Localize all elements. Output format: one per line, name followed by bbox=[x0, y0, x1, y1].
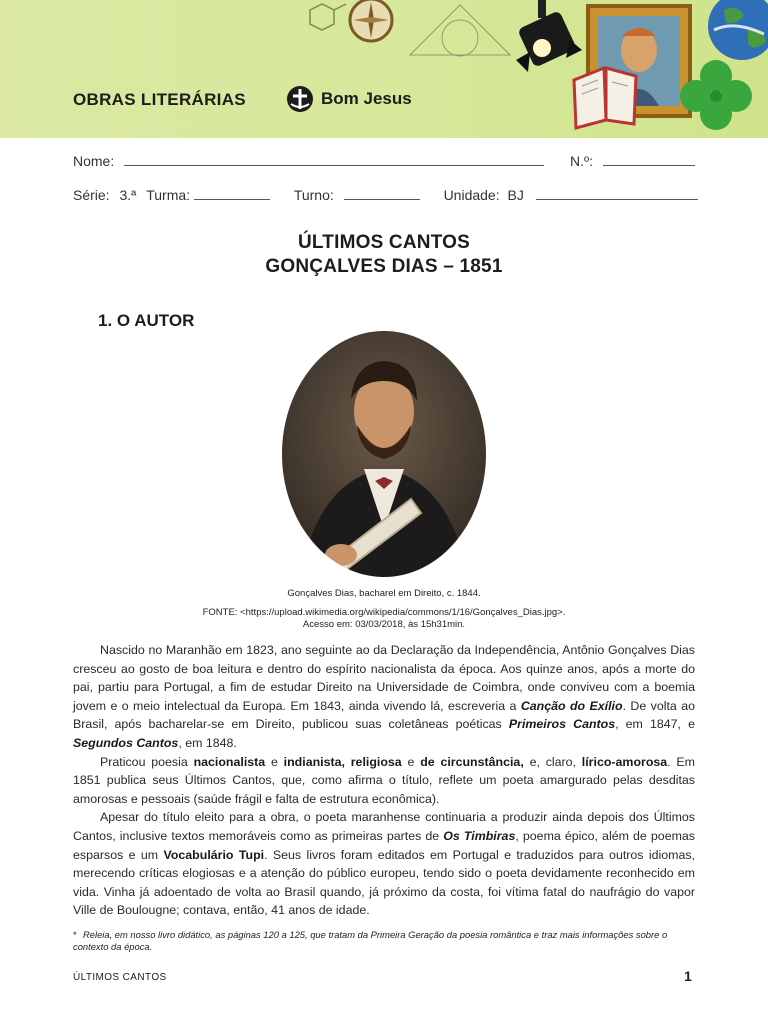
p2-text-e: e bbox=[401, 754, 421, 769]
footer-running-title: ÚLTIMOS CANTOS bbox=[73, 972, 167, 983]
body-text bbox=[73, 641, 695, 920]
form-row-class bbox=[73, 187, 698, 203]
page-number: 1 bbox=[684, 968, 692, 984]
author-portrait bbox=[279, 329, 489, 579]
brand-logo bbox=[285, 84, 412, 114]
bom-jesus-logo-icon bbox=[285, 84, 315, 114]
page-title: ÚLTIMOS CANTOS bbox=[297, 232, 471, 253]
p3-text-e: . Seus livros foram editados em Portugal e traduzidos para outros idiomas, merecendo críticas elogiosas e a atenção do público europeu, tendo sido o poeta devidamente reconhecido em vida. Vinha já adoentado de volta ao Brasil quando, já próximo da costa, foi vítima fatal do naufrágio do vapor Ville de Boulougne; contava, então, 41 anos de idade. bbox=[73, 847, 695, 918]
serie-value: 3.ª bbox=[119, 187, 137, 203]
p2-term-lirico: lírico-amorosa bbox=[581, 754, 668, 769]
p3-text-c: , poema épico, além de poemas esparsos e um bbox=[73, 828, 695, 862]
p2-term-circunstancia: de circunstância, bbox=[420, 754, 524, 769]
p2-text-i: . Em 1851 publica seus Últimos Cantos, que, como afirma o título, reflete um poeta amargurado pelas desditas amorosas e pessoais (saúde frágil e falta de estrutura econômica). bbox=[73, 754, 696, 806]
form-row-name bbox=[73, 153, 695, 169]
geometry-drawing-icon bbox=[400, 0, 520, 60]
turno-label: Turno: bbox=[293, 187, 334, 203]
unidade-field[interactable] bbox=[536, 187, 698, 200]
footnote-text: Releia, em nosso livro didático, as páginas 120 a 125, que tratam da Primeira Geração da poesia romântica e traz mais informações sobre o contexto da época. bbox=[73, 929, 668, 952]
p2-text-a: Praticou poesia bbox=[100, 754, 194, 769]
p2-term-indianista: indianista, religiosa bbox=[283, 754, 402, 769]
globe-icon bbox=[704, 0, 768, 70]
page-subtitle: GONÇALVES DIAS – 1851 bbox=[265, 256, 503, 277]
turma-field[interactable] bbox=[194, 187, 270, 200]
turno-field[interactable] bbox=[344, 187, 420, 200]
book-icon bbox=[570, 62, 640, 132]
p3-title-timbiras: Os Timbiras bbox=[443, 828, 516, 843]
p2-text-g: e, claro, bbox=[523, 754, 582, 769]
header-banner bbox=[0, 0, 768, 138]
figure-source: FONTE: <https://upload.wikimedia.org/wikipedia/commons/1/16/Gonçalves_Dias.jpg>. bbox=[202, 607, 566, 618]
nome-label: Nome: bbox=[73, 153, 115, 169]
section-heading-autor: 1. O AUTOR bbox=[98, 311, 195, 330]
turma-label: Turma: bbox=[146, 187, 191, 203]
p1-text-e: , em 1847, e bbox=[615, 717, 695, 732]
p1-title-segundos: Segundos Cantos bbox=[73, 735, 179, 750]
p1-title-cancao: Canção do Exílio bbox=[520, 698, 623, 713]
molecule-icon bbox=[300, 0, 350, 40]
unidade-label: Unidade: bbox=[443, 187, 500, 203]
unidade-value: BJ bbox=[507, 187, 524, 203]
p1-text-a: Nascido no Maranhão em 1823, ano seguinte ao da Declaração da Independência, Antônio Gonçalves Dias cresceu ao gosto de boa leitura e dentro do espírito nacionalista da época. Aos quinze anos, após a morte do pai, partiu para Portugal, a fim de estudar Direito na Universidade de Coimbra, onde conviveu com a boemia jovem e o meio intelectual da Europa. Em 1843, ainda vivendo lá, escreveria a bbox=[73, 643, 695, 713]
brand-name: Bom Jesus bbox=[321, 89, 412, 108]
footnote-marker: * bbox=[73, 929, 77, 940]
section-label: OBRAS LITERÁRIAS bbox=[73, 90, 246, 109]
p3-text-a: Apesar do título eleito para a obra, o poeta maranhense continuaria a produzir ainda depois dos Últimos Cantos, inclusive textos memoráveis como as primeiras partes de bbox=[73, 810, 695, 843]
p2-text-c: e bbox=[265, 754, 284, 769]
figure-accessed: Acesso em: 03/03/2018, às 15h31min. bbox=[302, 619, 466, 630]
figure-caption: Gonçalves Dias, bacharel em Direito, c. 1844. bbox=[287, 588, 481, 599]
paragraph-3 bbox=[73, 808, 695, 920]
serie-label: Série: bbox=[73, 187, 110, 203]
compass-icon bbox=[348, 0, 394, 46]
p1-title-primeiros: Primeiros Cantos bbox=[508, 717, 616, 732]
paragraph-1 bbox=[73, 641, 695, 753]
footnote bbox=[73, 929, 695, 953]
p1-text-g: , em 1848. bbox=[178, 735, 237, 750]
p2-term-nacionalista: nacionalista bbox=[193, 754, 266, 769]
nome-field[interactable] bbox=[124, 153, 544, 166]
p1-text-c: . De volta ao Brasil, após bacharelar-se em Direito, publicou suas coletâneas poéticas bbox=[73, 698, 695, 732]
p3-term-vocabulario: Vocabulário Tupi bbox=[163, 847, 265, 862]
numero-field[interactable] bbox=[603, 153, 695, 166]
paragraph-2 bbox=[73, 753, 695, 809]
numero-label: N.º: bbox=[570, 153, 594, 169]
